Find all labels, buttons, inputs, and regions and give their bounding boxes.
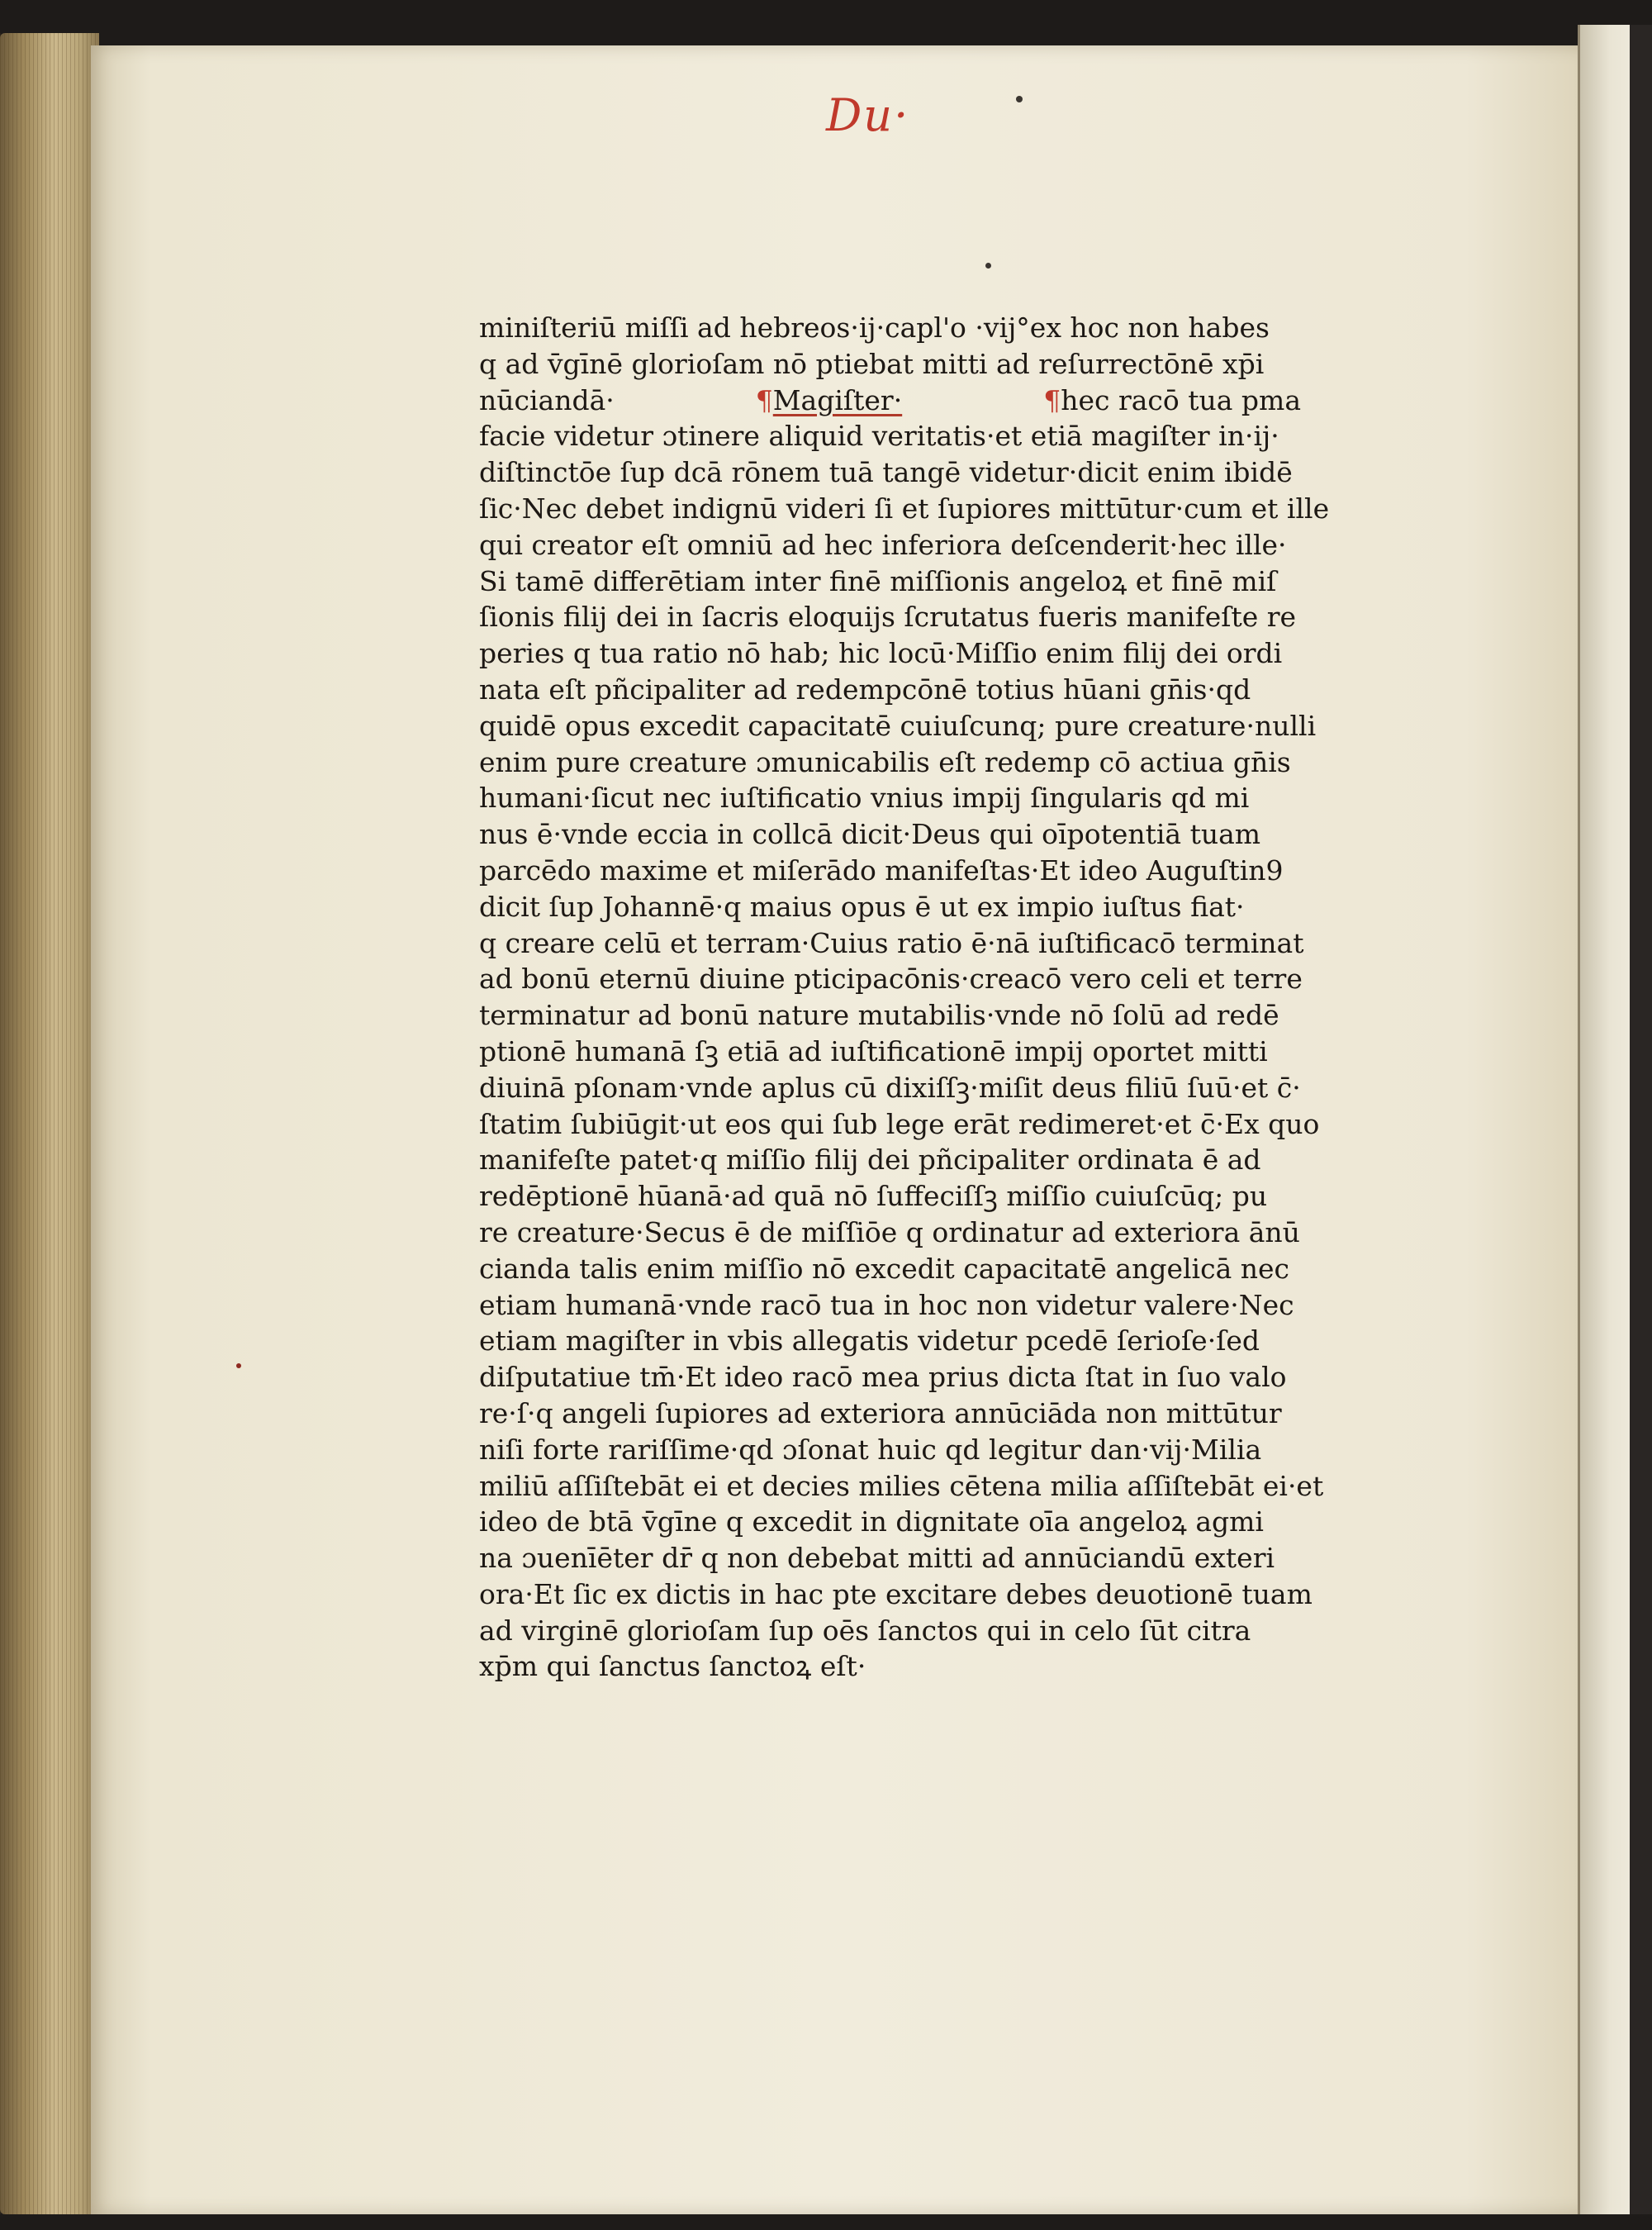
text-line: ora·Et ſic ex dictis in hac pte excitare debes deuotionē tuam [479, 1577, 1313, 1610]
text-line: q creare celū et terram·Cuius ratio ē·nā iuſtificacō terminat [479, 926, 1304, 959]
text-line: ad bonū eternū diuine pticipacōnis·creacō vero celi et terre [479, 963, 1303, 996]
text-line: manifeſte patet·q miſſio filij dei pñcipaliter ordinata ē ad [479, 1144, 1261, 1177]
book-page-edges [0, 33, 99, 2214]
text-line: qui creator eſt omniū ad hec inferiora deſcenderit·hec ille· [479, 528, 1287, 561]
text-line: etiam magiſter in vbis allegatis videtur pcedē ſerioſe·ſed [479, 1324, 1260, 1357]
text-line: q ad v̄gīnē glorioſam nō ptiebat mitti ad reſurrectōnē xp̄i [479, 347, 1265, 380]
facing-page-edge [1578, 25, 1652, 2214]
paragraph-mark: ¶ [755, 383, 773, 416]
text-line: cianda talis enim miſſio nō excedit capacitatē angelicā nec [479, 1252, 1290, 1285]
text-line [479, 383, 1338, 419]
text-line: diuinā pſonam·vnde aplus cū dixiſſꝫ·miſit deus filiū ſuū·et c̄· [479, 1071, 1301, 1104]
text-line: quidē opus excedit capacitatē cuiuſcunq; pure creature·nulli [479, 709, 1317, 742]
text-line: na ɔuenīēter dr̄ q non debebat mitti ad annūciandū exteri [479, 1542, 1275, 1575]
text-line: etiam humanā·vnde racō tua in hoc non videtur valere·Nec [479, 1288, 1294, 1321]
text-segment: hec racō tua pma [1061, 383, 1301, 416]
text-line: diſtinctōe ſup dcā rōnem tuā tangē videtur·dicit enim ibidē [479, 456, 1293, 489]
text-line: ſic·Nec debet indignū videri ſi et ſupiores mittūtur·cum et ille [479, 492, 1330, 525]
text-line: Si tamē differētiam inter finē miſſionis angeloꝝ et finē miſ [479, 564, 1277, 597]
red-ink-dot [236, 1363, 241, 1368]
speaker-label: Magiſter· [772, 383, 903, 416]
text-line: re creature·Secus ē de miſſiōe q ordinatur ad exteriora ānū [479, 1215, 1300, 1248]
text-line: ſionis filij dei in ſacris eloquijs ſcrutatus fueris manifeſte re [479, 601, 1297, 634]
text-line: niſi forte rariſſime·qd ɔſonat huic qd legitur dan·vij·Milia [479, 1433, 1262, 1466]
text-line: redēptionē hūanā·ad quā nō ſuffeciſſꝫ miſſio cuiuſcūq; pu [479, 1180, 1268, 1213]
text-line: parcēdo maxime et miſerādo manifeſtas·Et ideo Auguſtin9 [479, 853, 1284, 887]
paragraph-mark: ¶ [1043, 383, 1061, 416]
text-line: ideo de btā v̄gīne q excedit in dignitate oīa angeloꝝ agmi [479, 1505, 1264, 1538]
text-line: nata eſt pñcipaliter ad redempcōnē totius hūani gn̄is·qd [479, 673, 1251, 706]
text-line: nus ē·vnde eccia in collcā dicit·Deus qui oīpotentiā tuam [479, 818, 1261, 851]
rubricated-folio-mark: Du· [826, 89, 910, 141]
text-line: ad virginē glorioſam ſup oēs ſanctos qui in celo ſūt citra [479, 1614, 1251, 1647]
text-line: facie videtur ɔtinere aliquid veritatis·et etiā magiſter in·ij· [479, 420, 1279, 453]
text-line: terminatur ad bonū nature mutabilis·vnde nō ſolū ad redē [479, 999, 1279, 1032]
text-column [479, 310, 1338, 1685]
text-line: peries q tua ratio nō hab; hic locū·Miſſio enim filij dei ordi [479, 637, 1283, 670]
text-line: enim pure creature ɔmunicabilis eſt redemp cō actiua gn̄is [479, 745, 1291, 778]
ink-dot [1016, 96, 1023, 102]
text-line: diſputatiue tm̄·Et ideo racō mea prius dicta ſtat in ſuo valo [479, 1361, 1287, 1394]
text-line: miliū aſſiſtebāt ei et decies milies cētena milia aſſiſtebāt ei·et [479, 1469, 1324, 1502]
text-segment: nūciandā· [479, 383, 615, 416]
text-line: humani·ſicut nec iuſtificatio vnius impij ſingularis qd mi [479, 782, 1250, 815]
ink-dot [985, 263, 991, 269]
text-line: re·ſ·q angeli ſupiores ad exteriora annūciāda non mittūtur [479, 1396, 1282, 1429]
text-line: ptionē humanā ſꝫ etiā ad iuſtificationē impij oportet mitti [479, 1034, 1268, 1067]
text-line: miniſteriū miſſi ad hebreos·ij·capl'o ·vij°ex hoc non habes [479, 311, 1270, 344]
text-line: xp̄m qui ſanctus ſanctoꝝ eſt· [479, 1650, 866, 1683]
text-line: ſtatim ſubiūgit·ut eos qui ſub lege erāt redimeret·et c̄·Ex quo [479, 1107, 1320, 1140]
text-line: dicit ſup Johannē·q maius opus ē ut ex impio iuſtus fiat· [479, 890, 1245, 923]
